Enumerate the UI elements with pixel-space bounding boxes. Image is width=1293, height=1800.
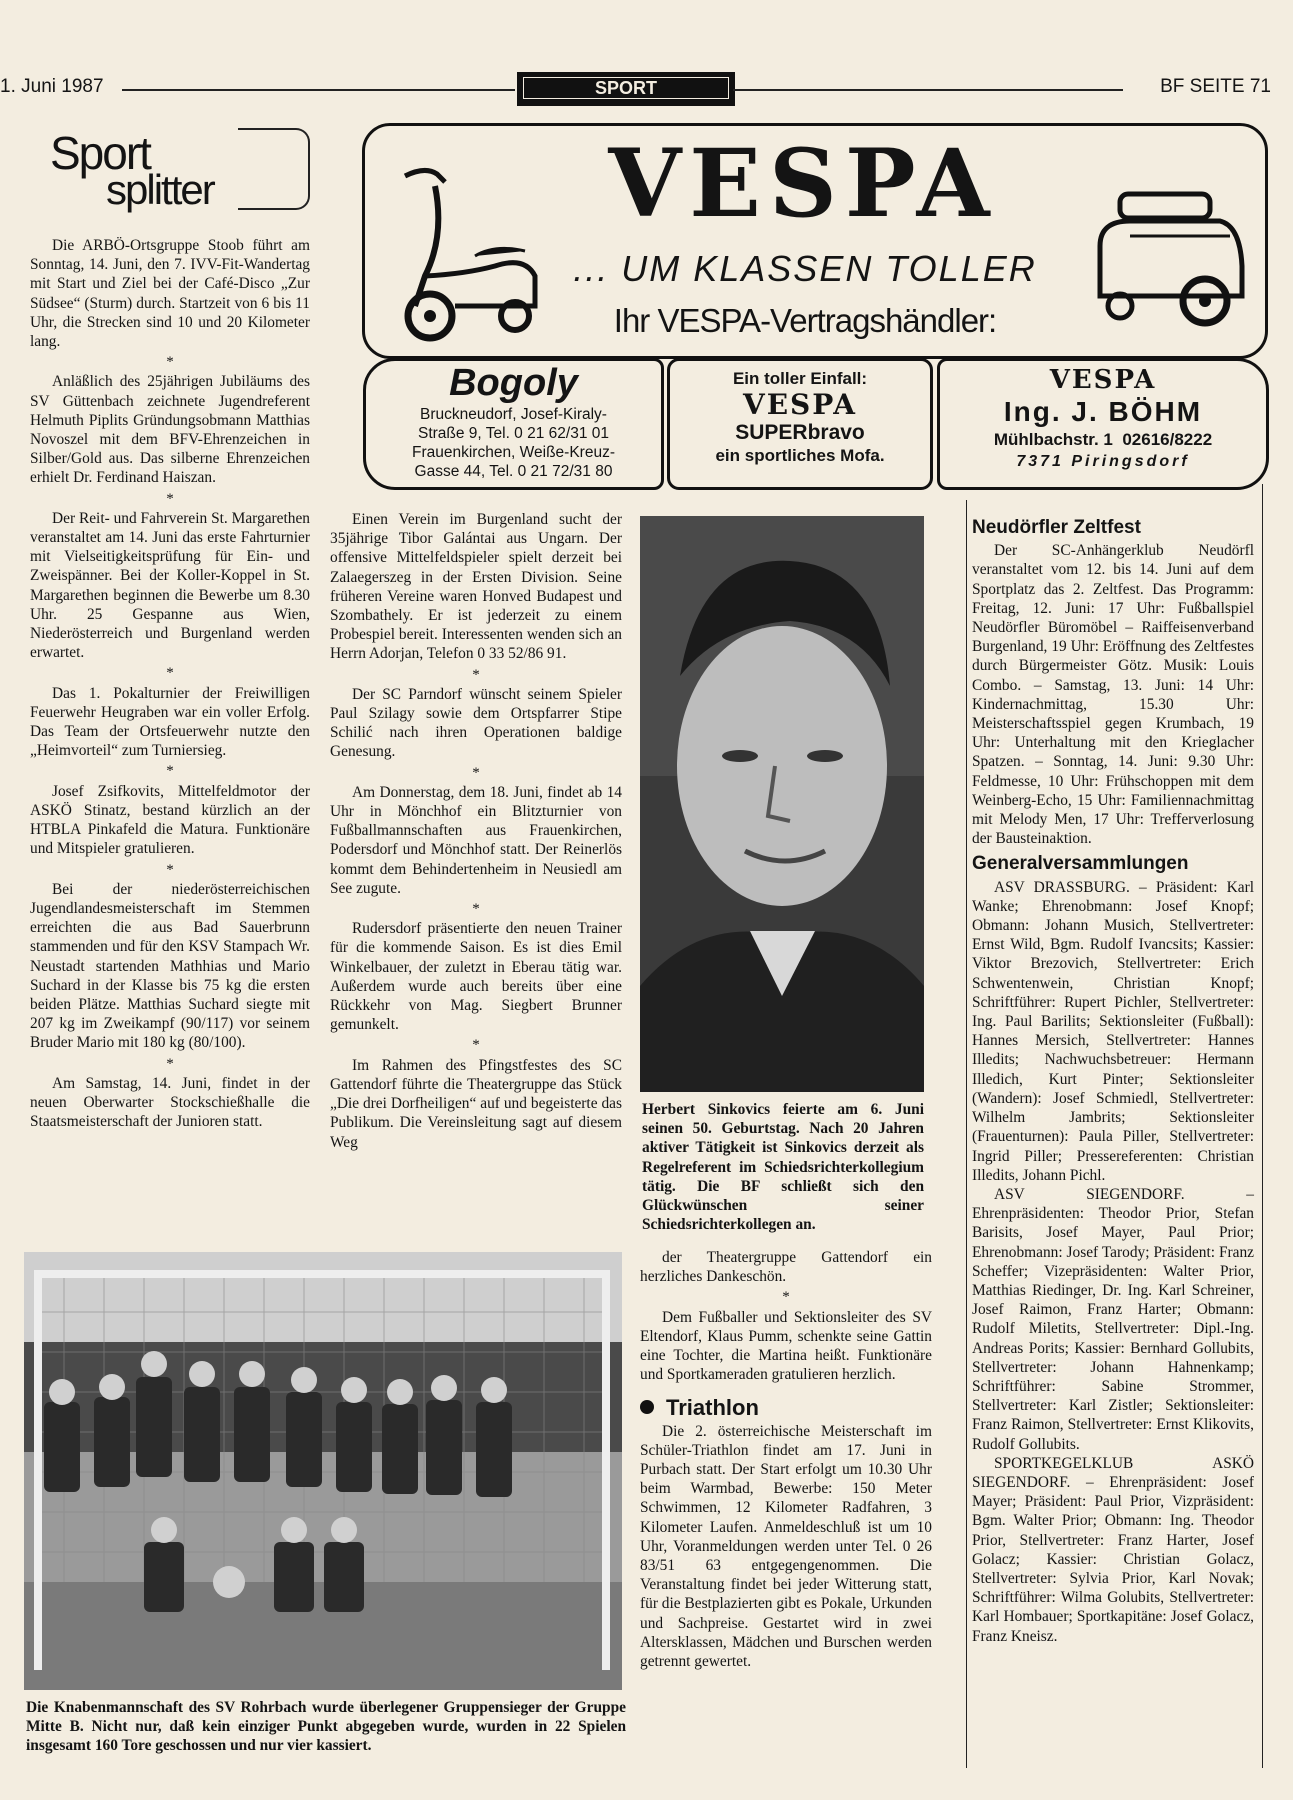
dealer-bogoly-line: Bruckneudorf, Josef-Kiraly- — [420, 406, 607, 423]
article: Dem Fußballer und Sektionsleiter des SV Eltendorf, Klaus Pumm, schenkte seine Gattin eine Tochter, die Martina heißt. Funktionäre und Sportkameraden gratulieren herzlich. — [640, 1308, 932, 1384]
separator-star: * — [782, 1289, 790, 1306]
column-2 — [330, 510, 622, 1152]
article: Anläßlich des 25jährigen Jubiläums des SV Güttenbach zeichnete Jugendreferent Helmuth Piplits Gründungsobmann Matthias Novoszel mit dem BFV-Ehrenzeichen in Silber/Gold aus. Das silberne Ehrenzeichen erhielt Dr. Ferdinand Haiszan. — [30, 373, 310, 487]
logo-frame — [238, 128, 310, 210]
separator-star: * — [166, 354, 174, 371]
article: Die ARBÖ-Ortsgruppe Stoob führt am Sonntag, 14. Juni, den 7. IVV-Fit-Wandertag mit Start und Ziel bei der Café-Disco „Zur Südsee“ (Sturm) durch. Startzeit von 6 bis 11 Uhr, die Strecken sind 10 und 20 Kilometer lang. — [30, 237, 310, 351]
scooter-right-illustration — [1080, 166, 1250, 336]
ad-dealer-boehm — [937, 358, 1269, 490]
ad-mofa-intro: Ein toller Einfall: — [732, 369, 868, 388]
triathlon-heading — [640, 1395, 932, 1421]
dealer-bogoly-name: Bogoly — [449, 362, 578, 404]
ad-dealer-bogoly — [363, 358, 664, 490]
ad-dealer-line: Ihr VESPA-Vertragshändler: — [613, 302, 997, 339]
article: ASV DRASSBURG. – Präsident: Karl Wanke; Ehrenobmann: Josef Knopf; Obmann: Johann Musich, Stellvertreter: Ernst Wild, Bgm. Rudolf Ivancsits; Kassier: Viktor Brezovich, Stellvertreter: Erich Schwentenwein, Christian Knopf; Schriftführer: Rupert Pichler, Stellvertreter: Ing. Paul Barilits; Sektionsleiter (Fußball): Hannes Mersich, Stellvertreter: Hannes Illedits; Nachwuchsbetreuer: Hermann Illedich, Kurt Pinter; Sektionsleiter (Wandern): Josef Schmiedl, Stellvertreter: Wilhelm Jambrits; Sektionsleiter (Frauenturnen): Paula Piller, Stellvertreter: Ingrid Piller; Pressereferenten: Christian Illedits, Johann Pichl. — [972, 878, 1254, 1184]
separator-star: * — [166, 1055, 174, 1072]
article: Die 2. österreichische Meisterschaft im Schüler-Triathlon findet am 17. Juni in Purbach statt. Der Start erfolgt um 10.30 Uhr beim Warmbad, Bewerbe: 150 Meter Schwimmen, 12 Kilometer Radfahren, 3 Kilometer Laufen. Anmeldeschluß ist um 10 Uhr, Voranmeldungen werden unter Tel. 0 26 83/51 63 entgegengenommen. Die Veranstaltung findet bei jeder Witterung statt, für die Bestplazierten gibt es Pokale, Urkunden und Sachpreise. Gestartet wird in zwei Altersklassen, Mädchen und Burschen werden getrennt gewertet. — [640, 1422, 932, 1671]
article: ASV SIEGENDORF. – Ehrenpräsidenten: Theodor Prior, Stefan Barisits, Josef Mayer, Paul Prior; Ehrenobmann: Josef Tarody; Präsident: Franz Scheffer; Vizepräsidenten: Walter Prior, Matthias Riedinger, Dr. Ing. Karl Schreiner, Josef Raimon, Franz Harter; Obmann: Rudolf Miletits, Stellvertreter: Dipl.-Ing. Andreas Porits; Kassier: Bernhard Gollubits, Stellvertreter: Johann Hahnenkamp; Schriftführer: Sabine Strommer, Stellvertreter: Karl Zistler; Sektionsleiter: Franz Raimon, Stellvertreter: Ernst Klikovits, Rudolf Gollubits. — [972, 1185, 1254, 1453]
separator-star: * — [166, 861, 174, 878]
article: Im Rahmen des Pfingstfestes des SC Gattendorf führte die Theatergruppe das Stück „Die drei Dorfheiligen“ auf und begeisterte das Publikum. Die Vereinsleitung sagt auf diesem Weg — [330, 1056, 622, 1151]
logo-line-sport: Sport — [50, 127, 150, 179]
article: Der SC-Anhängerklub Neudörfl veranstaltet vom 12. bis 14. Juni auf dem Sportplatz das 2. Zeltfest. Das Programm: Freitag, 12. Juni: 17 Uhr: Fußballspiel Neudörfler Büromöbel – Raiffeisenverband Burgenland, 19 Uhr: Eröffnung des Zeltfestes durch Bürgermeister Götz. Musik: Louis Combo. – Samstag, 13. Juni: 14 Uhr: Kindernachmittag, 15.30 Uhr: Meisterschaftsspiel gegen Krumbach, 19 Uhr: Unterhaltung mit den Krieglacher Spatzen. – Sonntag, 14. Juni: 9.30 Uhr: Feldmesse, 10 Uhr: Frühschoppen mit dem Weinberg-Echo, 15 Uhr: Familiennachmittag mit Melody Men, 17 Uhr: Trefferverlosung der Bausteinaktion. — [972, 542, 1254, 848]
dealer-boehm-town: 7371 Piringsdorf — [1016, 453, 1190, 470]
article: Der Reit- und Fahrverein St. Margarethen veranstaltet am 14. Juni das erste Fahrturnier mit Vielseitigkeitsprüfung für Ein- und Zweispänner. Bei der Koller-Koppel in St. Margarethen beginnen die Bewerbe um 8.30 Uhr. 25 Gespanne aus Wien, Niederösterreich und Burgenland werden erwartet. — [30, 509, 310, 662]
dealer-boehm-phone: 02616/8222 — [1122, 430, 1213, 449]
separator-star: * — [472, 1037, 480, 1054]
logo-line-splitter: splitter — [106, 166, 214, 213]
column-3 — [640, 1248, 932, 1671]
dealer-bogoly-line: Gasse 44, Tel. 0 21 72/31 80 — [414, 463, 613, 480]
ad-mofa-model: SUPERbravo — [735, 421, 865, 444]
team-photo-scene — [24, 1252, 622, 1690]
vespa-ad — [362, 123, 1268, 359]
separator-star: * — [472, 666, 480, 683]
header-rule-left — [122, 89, 515, 91]
separator-star: * — [166, 763, 174, 780]
dealer-boehm-brand: VESPA — [1049, 365, 1157, 395]
article: Das 1. Pokalturnier der Freiwilligen Feuerwehr Heugraben war ein voller Erfolg. Das Team der Ortsfeuerwehr nutzte den „Heimvorteil“ zum Turniersieg. — [30, 684, 310, 760]
article: Am Donnerstag, dem 18. Juni, findet ab 14 Uhr in Mönchhof ein Blitzturnier von Fußballmannschaften aus Frauenkirchen, Podersdorf und Mönchhof statt. Der Reinerlös kommt dem Behindertenheim in Neusiedl am See zugute. — [330, 783, 622, 897]
article: Der SC Parndorf wünscht seinem Spieler Paul Szilagy sowie dem Ortspfarrer Stipe Schilić nach ihren Operationen baldige Genesung. — [330, 685, 622, 761]
article: Einen Verein im Burgenland sucht der 35jährige Tibor Galántai aus Ungarn. Der offensive Mittelfeldspieler spielt derzeit bei Zalaegerszeg in der Ersten Division. Seine früheren Vereine waren Honved Budapest und Szombathely. Er ist jederzeit zu einem Probespiel bereit. Interessenten wenden sich an Herrn Adorjan, Telefon 0 33 52/86 91. — [330, 511, 622, 663]
separator-star: * — [166, 665, 174, 682]
ad-brand: VESPA — [608, 129, 998, 239]
separator-star: * — [472, 901, 480, 918]
dealer-boehm-street: Mühlbachstr. 1 — [993, 430, 1113, 449]
portrait-silhouette — [640, 516, 924, 1092]
dealer-bogoly-line: Frauenkirchen, Weiße-Kreuz- — [411, 444, 615, 461]
ad-mofa-brand: VESPA — [742, 388, 858, 421]
article: Bei der niederösterreichischen Jugendlandesmeisterschaft im Stemmen erreichten die aus Bad Sauerbrunn stammenden und für den KSV Stampach Wr. Neustadt startenden Mathhias und Mario Suchard in der Klasse bis 75 kg die ersten beiden Plätze. Matthias Suchard siegte mit 207 kg im Zweikampf (90/117) vor seinem Bruder Mario mit 180 kg (80/100). — [30, 880, 310, 1052]
article: SPORTKEGELKLUB ASKÖ SIEGENDORF. – Ehrenpräsident: Josef Mayer; Präsident: Paul Prior, Vizpräsident: Bgm. Walter Prior; Obmann: Ing. Theodor Prior, Stellvertreter: Franz Harter, Josef Golacz; Kassier: Christian Golacz, Stellvertreter: Sylvia Prior, Karl Novak; Schriftführer: Wilma Golubits, Stellvertreter: Karl Hombauer; Sportkapitäne: Josef Golacz, Franz Kneisz. — [972, 1454, 1254, 1645]
team-photo-caption: Die Knabenmannschaft des SV Rohrbach wurde überlegener Gruppensieger der Gruppe Mitte B. Nicht nur, daß kein einziger Punkt abgegeben wurde, wurden in 22 Spielen insgesamt 160 Tore geschossen und nur vier kassiert. — [26, 1699, 626, 1755]
separator-star: * — [166, 490, 174, 507]
column-1 — [30, 236, 310, 1131]
generalversammlungen-heading: Generalversammlungen — [972, 853, 1189, 875]
section-label — [517, 72, 735, 106]
ad-mofa-tagline: ein sportliches Mofa. — [715, 446, 885, 465]
page-number: BF SEITE 71 — [1160, 76, 1271, 97]
portrait-photo — [640, 516, 924, 1092]
triathlon-title: Triathlon — [666, 1395, 759, 1421]
section-label-text: SPORT — [523, 77, 729, 99]
column-4 — [972, 518, 1254, 1646]
dealer-boehm-address — [940, 429, 1266, 451]
ad-mofa — [667, 358, 933, 490]
scooter-left-illustration — [385, 156, 545, 346]
zeltfest-heading: Neudörfler Zeltfest — [972, 517, 1141, 538]
portrait-caption: Herbert Sinkovics feierte am 6. Juni seinen 50. Geburtstag. Nach 20 Jahren aktiver Tätigkeit ist Sinkovics derzeit als Regelreferent im Schiedsrichterkollegium tätig. Die BF schließt sich den Glückwünschen seiner Schiedsrichterkollegen an. — [642, 1101, 924, 1234]
article: Rudersdorf präsentierte den neuen Trainer für die kommende Saison. Es ist dies Emil Winkelbauer, der zuletzt in Eberau tätig war. Außerdem wurde auch bereits über eine Rückkehr von Mag. Siegbert Brunner gemunkelt. — [330, 920, 622, 1034]
team-photo — [24, 1252, 622, 1690]
article: der Theatergruppe Gattendorf ein herzliches Dankeschön. — [640, 1249, 932, 1286]
header-rule-right — [733, 89, 1123, 91]
sportsplitter-logo — [6, 126, 308, 213]
article: Am Samstag, 14. Juni, findet in der neuen Oberwarter Stockschießhalle die Staatsmeisterschaft der Junioren statt. — [30, 1074, 310, 1131]
column-4-border-right — [1262, 484, 1263, 1768]
column-4-border-left — [966, 500, 967, 1768]
article: Josef Zsifkovits, Mittelfeldmotor der ASKÖ Stinatz, bestand kürzlich an der HTBLA Pinkafeld die Matura. Funktionäre und Mitspieler gratulieren. — [30, 782, 310, 858]
dealer-bogoly-line: Straße 9, Tel. 0 21 62/31 01 — [417, 425, 609, 442]
issue-date: 1. Juni 1987 — [0, 76, 104, 97]
ad-slogan: ... UM KLASSEN TOLLER — [573, 248, 1037, 289]
separator-star: * — [472, 764, 480, 781]
dealer-boehm-name: Ing. J. BÖHM — [1003, 396, 1203, 427]
bullet-icon — [640, 1400, 654, 1414]
